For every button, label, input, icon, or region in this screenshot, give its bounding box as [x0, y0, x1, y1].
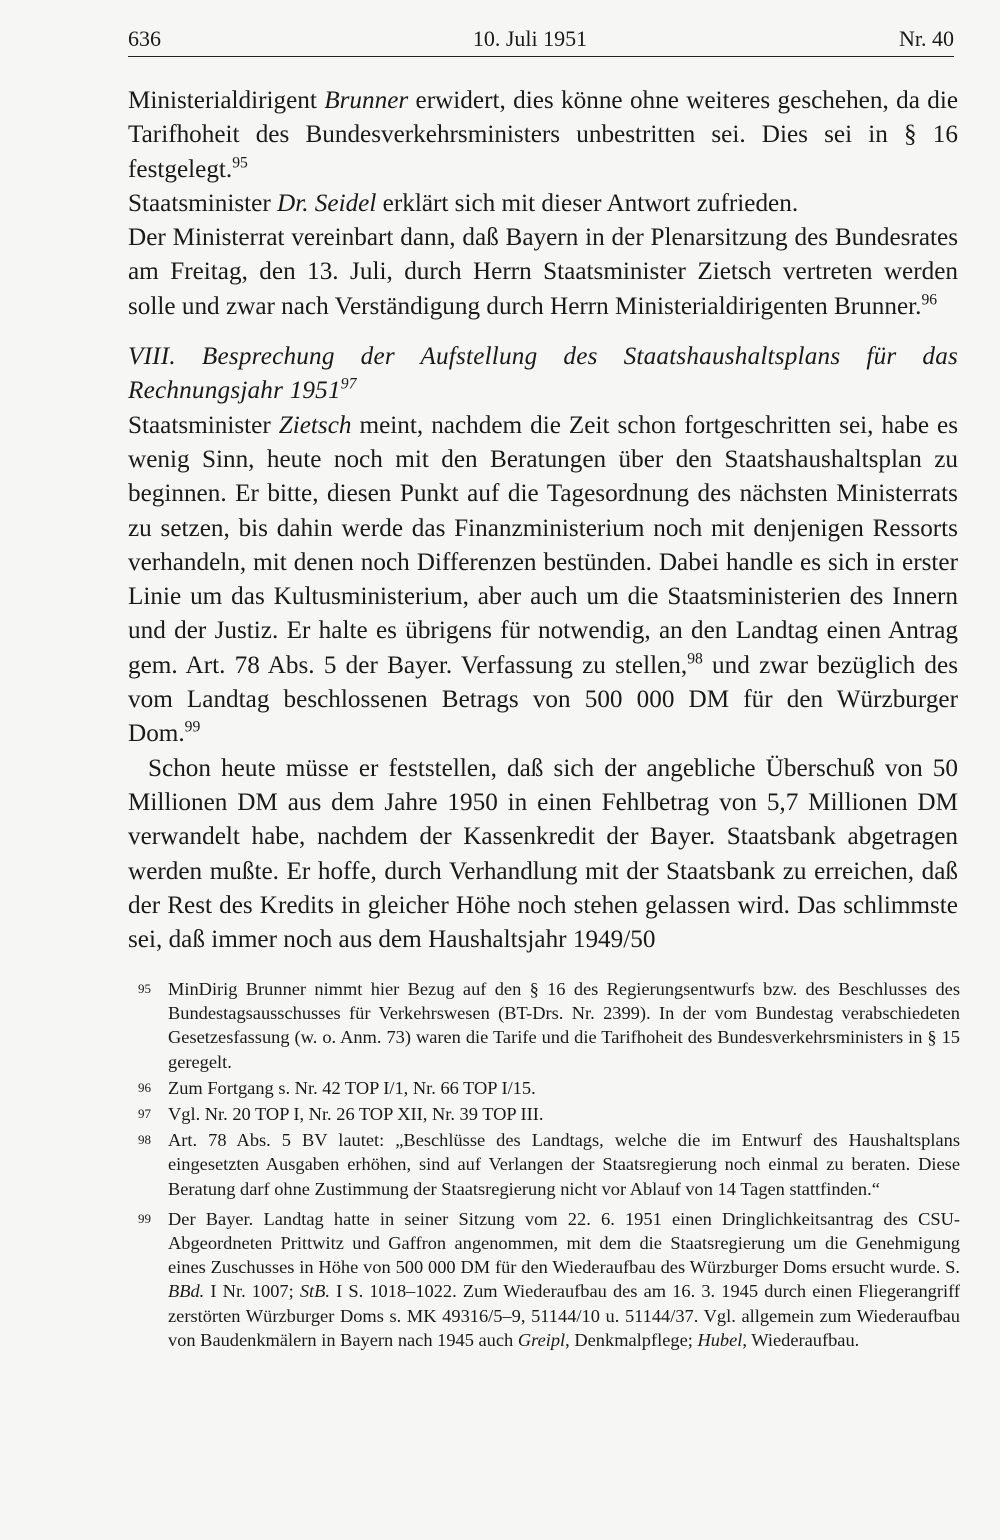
- heading-text: VIII. Besprechung der Aufstellung des Staatshaushaltsplans für das Rechnungsjahr 1951: [128, 343, 958, 405]
- page-number: 636: [128, 26, 161, 51]
- footnote-number: 99: [138, 1210, 151, 1226]
- main-text: [128, 84, 958, 957]
- footnote-96: [138, 1076, 960, 1100]
- paragraph-ministerrat: [128, 221, 958, 324]
- text-run: Staatsminister: [128, 411, 279, 439]
- text-run: Staatsminister: [128, 189, 278, 217]
- person-name: Brunner: [324, 87, 409, 114]
- person-name: Zietsch: [278, 411, 352, 439]
- footnote-number: 95: [138, 981, 151, 996]
- footnote-ref: 99: [184, 718, 201, 736]
- text-run: , Denkmalpflege;: [565, 1329, 698, 1350]
- header-date: 10. Juli 1951: [472, 26, 588, 51]
- text-run: und zwar bezüglich des vom Landtag beschlossenen Betrags von 500 000 DM für den Würzburger Dom.: [128, 651, 959, 748]
- footnote-ref: 97: [340, 376, 357, 394]
- paragraph-seidel: [128, 187, 958, 221]
- footnote-number: 98: [138, 1132, 151, 1148]
- footnote-number: 97: [138, 1106, 151, 1122]
- footnote-ref: 95: [232, 154, 248, 172]
- paragraph-brunner: [128, 84, 958, 187]
- issue-number: Nr. 40: [898, 26, 954, 51]
- text-run: I S. 1018–1022. Zum Wiederaufbau des am 16. 3. 1945 durch einen Fliegerangriff zerstörten Würzburger Doms s. MK 49316/5–9, 51144/10 u. 51144/37. Vgl. allgemein zum Wiederaufbau von Baudenkmälern in Bayern nach 1945 auch: [168, 1281, 960, 1350]
- author-name: Greipl: [517, 1329, 566, 1350]
- text-run: Der Ministerrat vereinbart dann, daß Bayern in der Plenarsitzung des Bundesrates am Freitag, den 13. Juli, durch Herrn Staatsminister Zietsch vertreten werden solle und zwar nach Verständigung durch Herrn Ministerialdirigenten Brunner.: [128, 224, 958, 320]
- footnote-text: MinDirig Brunner nimmt hier Bezug auf den § 16 des Regierungsentwurfs bzw. des Beschlusses des Bundestagsausschusses für Verkehrswesen (BT-Drs. Nr. 2399). In der vom Bundestag verabschiedeten Gesetzesfassung (w. o. Anm. 73) waren die Tarife und die Tarifhoheit des Bundesverkehrsministers in § 15 geregelt.: [168, 979, 960, 1072]
- text-run: erwidert, dies könne ohne weiteres geschehen, da die Tarifhoheit des Bundesverkehrsministers unbestritten sei. Dies sei in § 16 festgelegt.: [128, 87, 958, 183]
- text-run: I Nr. 1007;: [204, 1281, 300, 1302]
- footnote-97: [138, 1102, 960, 1126]
- footnote-text: Art. 78 Abs. 5 BV lautet: „Beschlüsse des Landtags, welche die im Entwurf des Haushaltsplans eingesetzten Ausgaben erhöhen, sind auf Verlangen der Staatsregierung noch einmal zu beraten. Diese Beratung darf ohne Zustimmung der Staatsregierung nicht vor Ablauf von 14 Tagen stattfinden.“: [168, 1130, 960, 1199]
- text-run: Ministerialdirigent: [128, 87, 325, 114]
- author-name: Hubel: [697, 1329, 743, 1350]
- text-run: meint, nachdem die Zeit schon fortgeschritten sei, habe es wenig Sinn, heute noch mit den Beratungen über den Staatshaushaltsplan zu beginnen. Er bitte, diesen Punkt auf die Tagesordnung des nächsten Ministerrats zu setzen, bis dahin werde das Finanzministerium noch mit denjenigen Ressorts verhandeln, mit denen noch Differenzen bestünden. Dabei handle es sich in erster Linie um das Kultusministerium, aber auch um die Staatsministerien des Innern und der Justiz. Er halte es übrigens für notwendig, an den Landtag einen Antrag gem. Art. 78 Abs. 5 der Bayer. Verfassung zu stellen,: [128, 411, 958, 679]
- running-header: [128, 18, 954, 57]
- text-run: , Wiederaufbau.: [742, 1329, 860, 1350]
- paragraph-ueberschuss: [128, 752, 958, 958]
- footnote-95: [138, 977, 960, 1074]
- footnotes: [138, 977, 960, 1353]
- footnote-ref: 96: [921, 291, 938, 309]
- paragraph-zietsch: [128, 409, 958, 752]
- person-name: Dr. Seidel: [277, 189, 377, 217]
- footnote-99: [138, 1207, 960, 1352]
- text-run: Der Bayer. Landtag hatte in seiner Sitzung vom 22. 6. 1951 einen Dringlichkeitsantrag des CSU-Abgeordneten Prittwitz und Gaffron angenommen, mit dem die Staatsregierung um die Genehmigung eines Zuschusses in Höhe von 500 000 DM für den Wiederaufbau des Würzburger Doms ersucht wurde. S.: [168, 1208, 960, 1278]
- section-heading: [128, 340, 958, 409]
- footnote-text: Zum Fortgang s. Nr. 42 TOP I/1, Nr. 66 TOP I/15.: [168, 1077, 536, 1098]
- footnote-text: [168, 1207, 960, 1352]
- footnote-text: Vgl. Nr. 20 TOP I, Nr. 26 TOP XII, Nr. 39 TOP III.: [168, 1104, 544, 1125]
- text-run: erklärt sich mit dieser Antwort zufrieden.: [376, 189, 799, 217]
- source-abbrev: StB.: [299, 1281, 330, 1302]
- footnote-number: 96: [138, 1079, 151, 1095]
- source-abbrev: BBd.: [168, 1281, 205, 1302]
- footnote-98: [138, 1128, 960, 1201]
- footnote-ref: 98: [687, 650, 703, 668]
- text-run: Schon heute müsse er feststellen, daß sich der angebliche Überschuß von 50 Millionen DM aus dem Jahre 1950 in einen Fehlbetrag von 5,7 Millionen DM verwandelt habe, nachdem der Kassenkredit der Bayer. Staatsbank abgetragen werden mußte. Er hoffe, durch Verhandlung mit der Staatsbank zu erreichen, daß der Rest des Kredits in gleicher Höhe noch stehen gelassen wird. Das schlimmste sei, daß immer noch aus dem Haushaltsjahr 1949/50: [128, 754, 958, 954]
